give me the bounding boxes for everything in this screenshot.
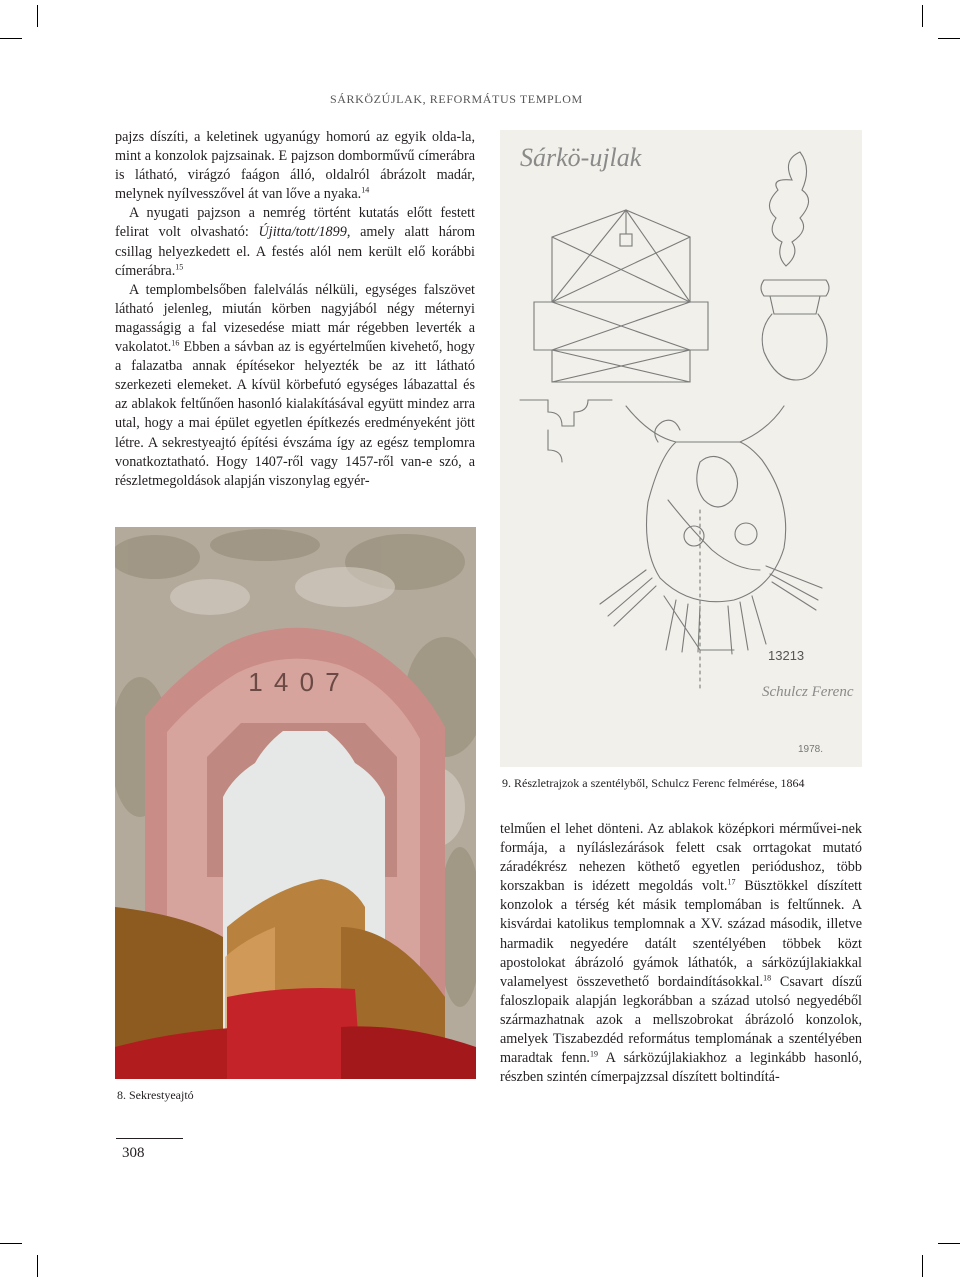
folio-rule <box>116 1138 183 1139</box>
footnote-ref: 15 <box>175 261 184 271</box>
figure-9-caption: 9. Részletrajzok a szentélyből, Schulcz Ferenc felmérése, 1864 <box>502 776 805 790</box>
running-head: SÁRKÖZÚJLAK, REFORMÁTUS TEMPLOM <box>330 92 583 106</box>
text-run: , amely alatt három csillag helyezkedett el. A festés alól nem került elő korábbi címerábra. <box>115 224 475 279</box>
text-run: pajzs díszíti, a keletinek ugyanúgy homorú az egyik olda-la, mint a konzolok pajzsainak. E pajzson domborművű címerábra is látható, virágzó faágon álló, oldalról ábrázolt madár, melynek nyílvesszővel át van lőve a nyaka. <box>115 129 475 203</box>
text-run: A templombelsőben falelválás nélküli, egységes falszövet látható jelenleg, miután körben nagyjából négy méternyi magasságig a fal vizesedése miatt már régebben leverték a vakolatot. <box>115 281 475 356</box>
crop-mark <box>0 38 22 39</box>
footnote-ref: 19 <box>589 1049 598 1059</box>
figure-8-caption: 8. Sekrestyeajtó <box>117 1088 194 1102</box>
crop-mark <box>938 1243 960 1244</box>
crop-mark <box>938 38 960 39</box>
page-number: 308 <box>122 1145 145 1161</box>
right-column <box>500 820 862 1087</box>
text-run: A sárközújlakiakhoz a leginkább hasonló, részben szintén címerpajzzsal díszített boltindítá- <box>500 1050 862 1086</box>
door-inscription: 1 4 0 7 <box>248 667 342 697</box>
footnote-ref: 14 <box>361 185 370 195</box>
sketch-title: Sárkö-ujlak <box>520 143 642 172</box>
text-run: Ebben a sávban az is egyértelműen kivehető, hogy a falazatba annak építésekor helyezték be az itt látható szerkezeti elemeket. A kívül körbefutó egységes lábazattal és az ablakok feltűnően hasonló kialakításával együtt mindez arra utal, hogy a mai épület egyetlen építkezés eredményeként jött létre. A sekrestyeajtó építési évszáma így az egész templomra vonatkoztatható. Hogy 1407-ről vagy 1457-ről van-e szó, a részletmegoldások alapján viszonylag egyér- <box>115 339 475 489</box>
paragraph <box>115 204 475 280</box>
paragraph <box>500 820 862 1087</box>
crop-mark <box>0 1243 22 1244</box>
pencil-sketch <box>500 130 862 767</box>
paragraph <box>115 128 475 204</box>
crop-mark <box>922 5 923 27</box>
footnote-ref: 17 <box>727 877 736 887</box>
figure-drawing <box>500 130 862 767</box>
italic-inscription: Újitta/tott/1899 <box>258 224 347 241</box>
paragraph <box>115 281 475 491</box>
sacristy-door-photo <box>115 527 476 1079</box>
crop-mark <box>37 5 38 27</box>
footnote-ref: 16 <box>171 338 180 348</box>
footnote-ref: 18 <box>763 973 772 983</box>
text-run: Csavart díszű faloszlopaik alapján legkorábban a század utolsó negyedéből származhatnak azok a mellszobrokat ábrázoló konzolok, amelyek Tiszabezdéd református templomának a szentélyében maradtak fenn. <box>500 973 862 1067</box>
inventory-number: 13213 <box>768 648 805 663</box>
text-run: Büsztökkel díszített konzolok a térség két másik templomában is feltűnnek. A kisvárdai katolikus templomnak a XV. század második, illetve harmadik negyedére datált szentélyében többek közt apostolokat ábrázoló gyámok láthatók, a sárközújlakiakkal valamelyest összevethető bordaindításokkal. <box>500 878 862 990</box>
sheet-number: 1978. <box>798 744 824 755</box>
text-run: telműen el lehet dönteni. Az ablakok középkori mérművei-nek formája, a nyíláslezárások felett csak orrtagokat mutató záradékrész nehezen köthető egyetlen periódushoz, több korszakban is idézett megoldás volt. <box>500 821 862 895</box>
left-column <box>115 128 475 491</box>
figure-photo <box>115 527 476 1079</box>
signature: Schulcz Ferenc <box>762 684 854 700</box>
crop-mark <box>922 1255 923 1277</box>
crop-mark <box>37 1255 38 1277</box>
text-run: A nyugati pajzson a nemrég történt kutatás előtt festett felirat volt olvasható: <box>115 205 475 241</box>
